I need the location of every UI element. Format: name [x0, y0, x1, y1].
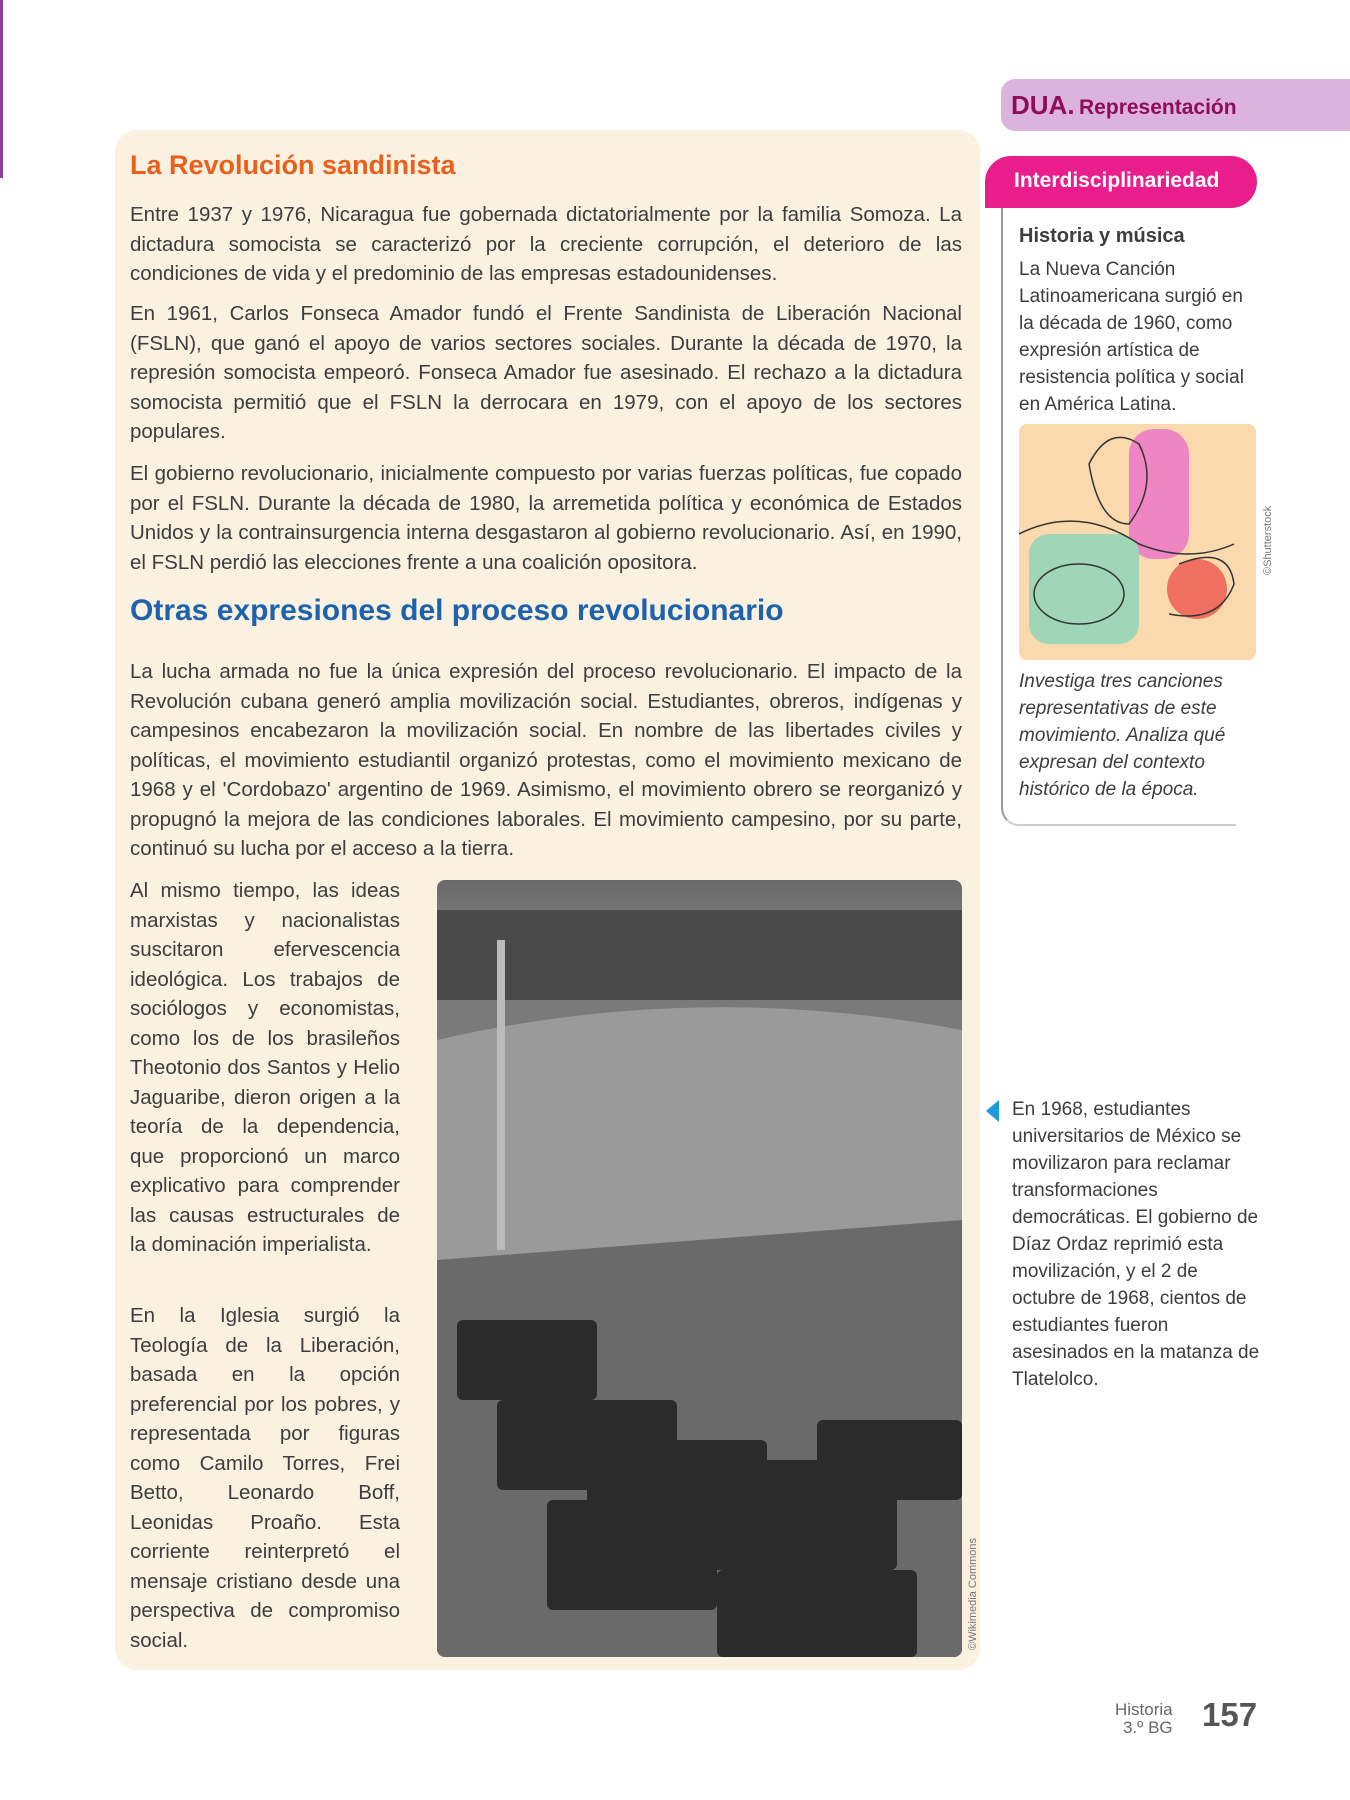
- footer-subject: [1115, 1701, 1173, 1737]
- photo-caption: En 1968, estudiantes universitarios de México se movilizaron para reclamar transformaciones democráticas. El gobierno de Díaz Ordaz reprimió esta movilización, y el 2 de octubre de 1968, cientos de estudiantes fueron asesinados en la matanza de Tlatelolco.: [1012, 1099, 1260, 1390]
- tlatelolco-photo: [437, 880, 962, 1657]
- dua-banner: [1001, 79, 1350, 131]
- paragraph: La lucha armada no fue la única expresión del proceso revolucionario. El impacto de la Revolución cubana generó amplia movilización social. Estudiantes, obreros, indígenas y campesinos encabezaron la movilización social. En nombre de las libertades civiles y políticas, el movimiento estudiantil organizó protestas, como el movimiento mexicano de 1968 y el 'Cordobazo' argentino de 1969. Asimismo, el movimiento obrero se reorganizó y propugnó la mejora de las condiciones laborales. El movimiento campesino, por su parte, continuó su lucha por el acceso a la tierra.: [130, 660, 962, 860]
- illustration-credit: ©Shutterstock: [1262, 505, 1274, 575]
- dua-title: Representación: [1079, 96, 1237, 119]
- paragraph: Al mismo tiempo, las ideas marxistas y nacionalistas suscitaron efervescencia ideológica. Los trabajos de sociólogos y economistas, como los de los brasileños Theotonio dos Santos y Helio Jaguaribe, dieron origen a la teoría de la dependencia, que proporcionó un marco explicativo para comprender las causas estructurales de la dominación imperialista.: [130, 879, 400, 1256]
- nueva-cancion-illustration: [1019, 424, 1256, 660]
- dua-label: DUA.: [1011, 90, 1075, 120]
- page-edge-bar: [0, 0, 3, 178]
- paragraph: El gobierno revolucionario, inicialmente compuesto por varias fuerzas políticas, fue copado por el FSLN. Durante la década de 1980, la arremetida política y económica de Estados Unidos y la contrainsurgencia interna desgastaron al gobierno revolucionario. Así, en 1990, el FSLN perdió las elecciones frente a una coalición opositora.: [130, 462, 962, 574]
- page-number: 157: [1202, 1696, 1258, 1733]
- photo-illustration: [437, 880, 962, 1657]
- interdisciplinary-tag: Interdisciplinariedad: [985, 156, 1257, 208]
- activity-text: Investiga tres canciones representativas de este movimiento. Analiza qué expresan del contexto histórico de la época.: [1019, 671, 1226, 800]
- grade: 3.º BG: [1122, 1718, 1173, 1737]
- subject: Historia: [1115, 1700, 1173, 1719]
- paragraph: En 1961, Carlos Fonseca Amador fundó el Frente Sandinista de Liberación Nacional (FSLN), que ganó el apoyo de varios sectores sociales. Durante la década de 1970, la represión somocista empeoró. Fonseca Amador fue asesinado. El rechazo a la dictadura somocista permitió que el FSLN la derrocara en 1979, con el apoyo de los sectores populares.: [130, 302, 962, 443]
- paragraph: En la Iglesia surgió la Teología de la Liberación, basada en la opción preferencial por los pobres, y representada por figuras como Camilo Torres, Frei Betto, Leonardo Boff, Leonidas Proaño. Esta corriente reinterpretó el mensaje cristiano desde una perspectiva de compromiso social.: [130, 1304, 400, 1652]
- sidebar-heading: Historia y música: [1019, 225, 1185, 247]
- sidebar-text: La Nueva Canción Latinoamericana surgió en la década de 1960, como expresión artística de resistencia política y social en América Latina.: [1019, 259, 1244, 415]
- caption-pointer-icon: [986, 1100, 999, 1122]
- section-title: La Revolución sandinista: [130, 150, 456, 180]
- photo-credit: ©Wikimedia Commons: [967, 1537, 979, 1650]
- section-title: Otras expresiones del proceso revolucionario: [130, 594, 784, 627]
- paragraph: Entre 1937 y 1976, Nicaragua fue gobernada dictatorialmente por la familia Somoza. La dictadura somocista se caracterizó por la creciente corrupción, el deterioro de las condiciones de vida y el predominio de las empresas estadounidenses.: [130, 203, 962, 285]
